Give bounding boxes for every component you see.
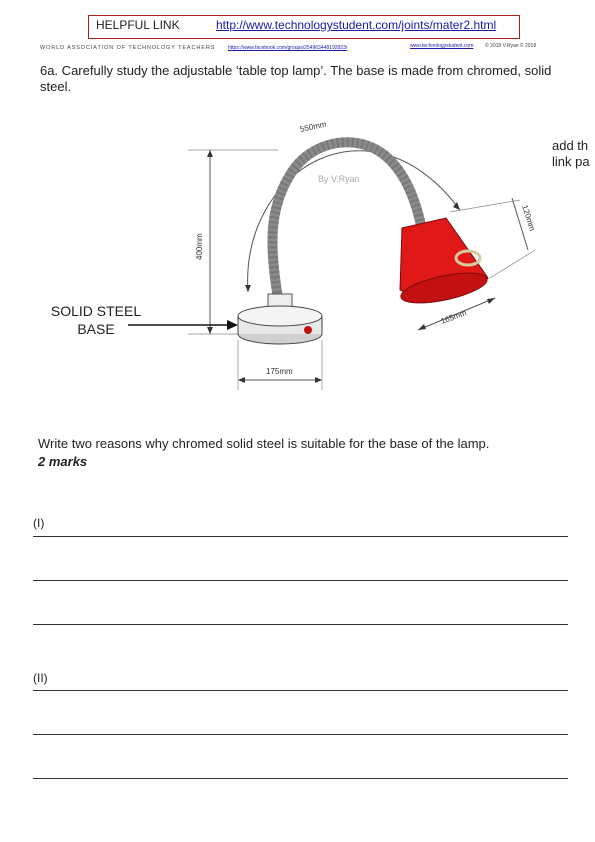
answer-line-5[interactable] <box>33 734 568 735</box>
answer-line-3[interactable] <box>33 624 568 625</box>
height-dimension-label: 400mm <box>195 233 204 260</box>
answer-line-1[interactable] <box>33 536 568 537</box>
marks-label: 2 marks <box>38 454 88 469</box>
base-pointer-arrow <box>128 318 240 332</box>
base-arrow-right <box>315 377 322 383</box>
helpful-link-label: HELPFUL LINK <box>96 18 180 32</box>
instruction-text: Write two reasons why chromed solid steel is suitable for the base of the lamp. <box>38 436 490 451</box>
answer-line-6[interactable] <box>33 778 568 779</box>
shade-dimension-label: 120mm <box>520 203 537 232</box>
facebook-link[interactable]: https://www.facebook.com/groups/254963448192823/ <box>228 45 348 51</box>
shade-width-arrow-a <box>418 324 426 330</box>
copyright-text: © 2018 V.Ryan © 2018 <box>485 43 537 49</box>
shade-width-label: 165mm <box>439 308 468 326</box>
watermark: By V.Ryan <box>318 174 360 184</box>
answer-label-1: (I) <box>33 516 45 530</box>
answer-line-4[interactable] <box>33 690 568 691</box>
cut-off-text: add th link pa <box>552 138 590 169</box>
answer-line-2[interactable] <box>33 580 568 581</box>
arc-arrow-start <box>245 285 251 292</box>
association-name: WORLD ASSOCIATION OF TECHNOLOGY TEACHERS <box>40 45 216 51</box>
height-arrow-top <box>207 150 213 157</box>
site-link[interactable]: www.technologystudent.com <box>410 43 474 49</box>
helpful-link-url[interactable]: http://www.technologystudent.com/joints/mater2.html <box>216 18 497 32</box>
base-arrow-left <box>238 377 245 383</box>
shade-width-arrow-b <box>487 298 495 304</box>
shade-guide-top <box>450 200 520 212</box>
base-top <box>238 306 322 326</box>
base-dimension-label: 175mm <box>266 367 293 376</box>
solid-steel-base-label: SOLID STEEL BASE <box>50 303 142 337</box>
arc-dimension-label: 550mm <box>299 119 328 134</box>
switch-button <box>304 326 312 334</box>
shade-guide-bottom <box>490 250 535 278</box>
answer-label-2: (II) <box>33 671 48 685</box>
question-text: 6a. Carefully study the adjustable ‘table top lamp’. The base is made from chromed, solid steel. <box>40 63 552 94</box>
lamp-diagram <box>150 100 550 390</box>
